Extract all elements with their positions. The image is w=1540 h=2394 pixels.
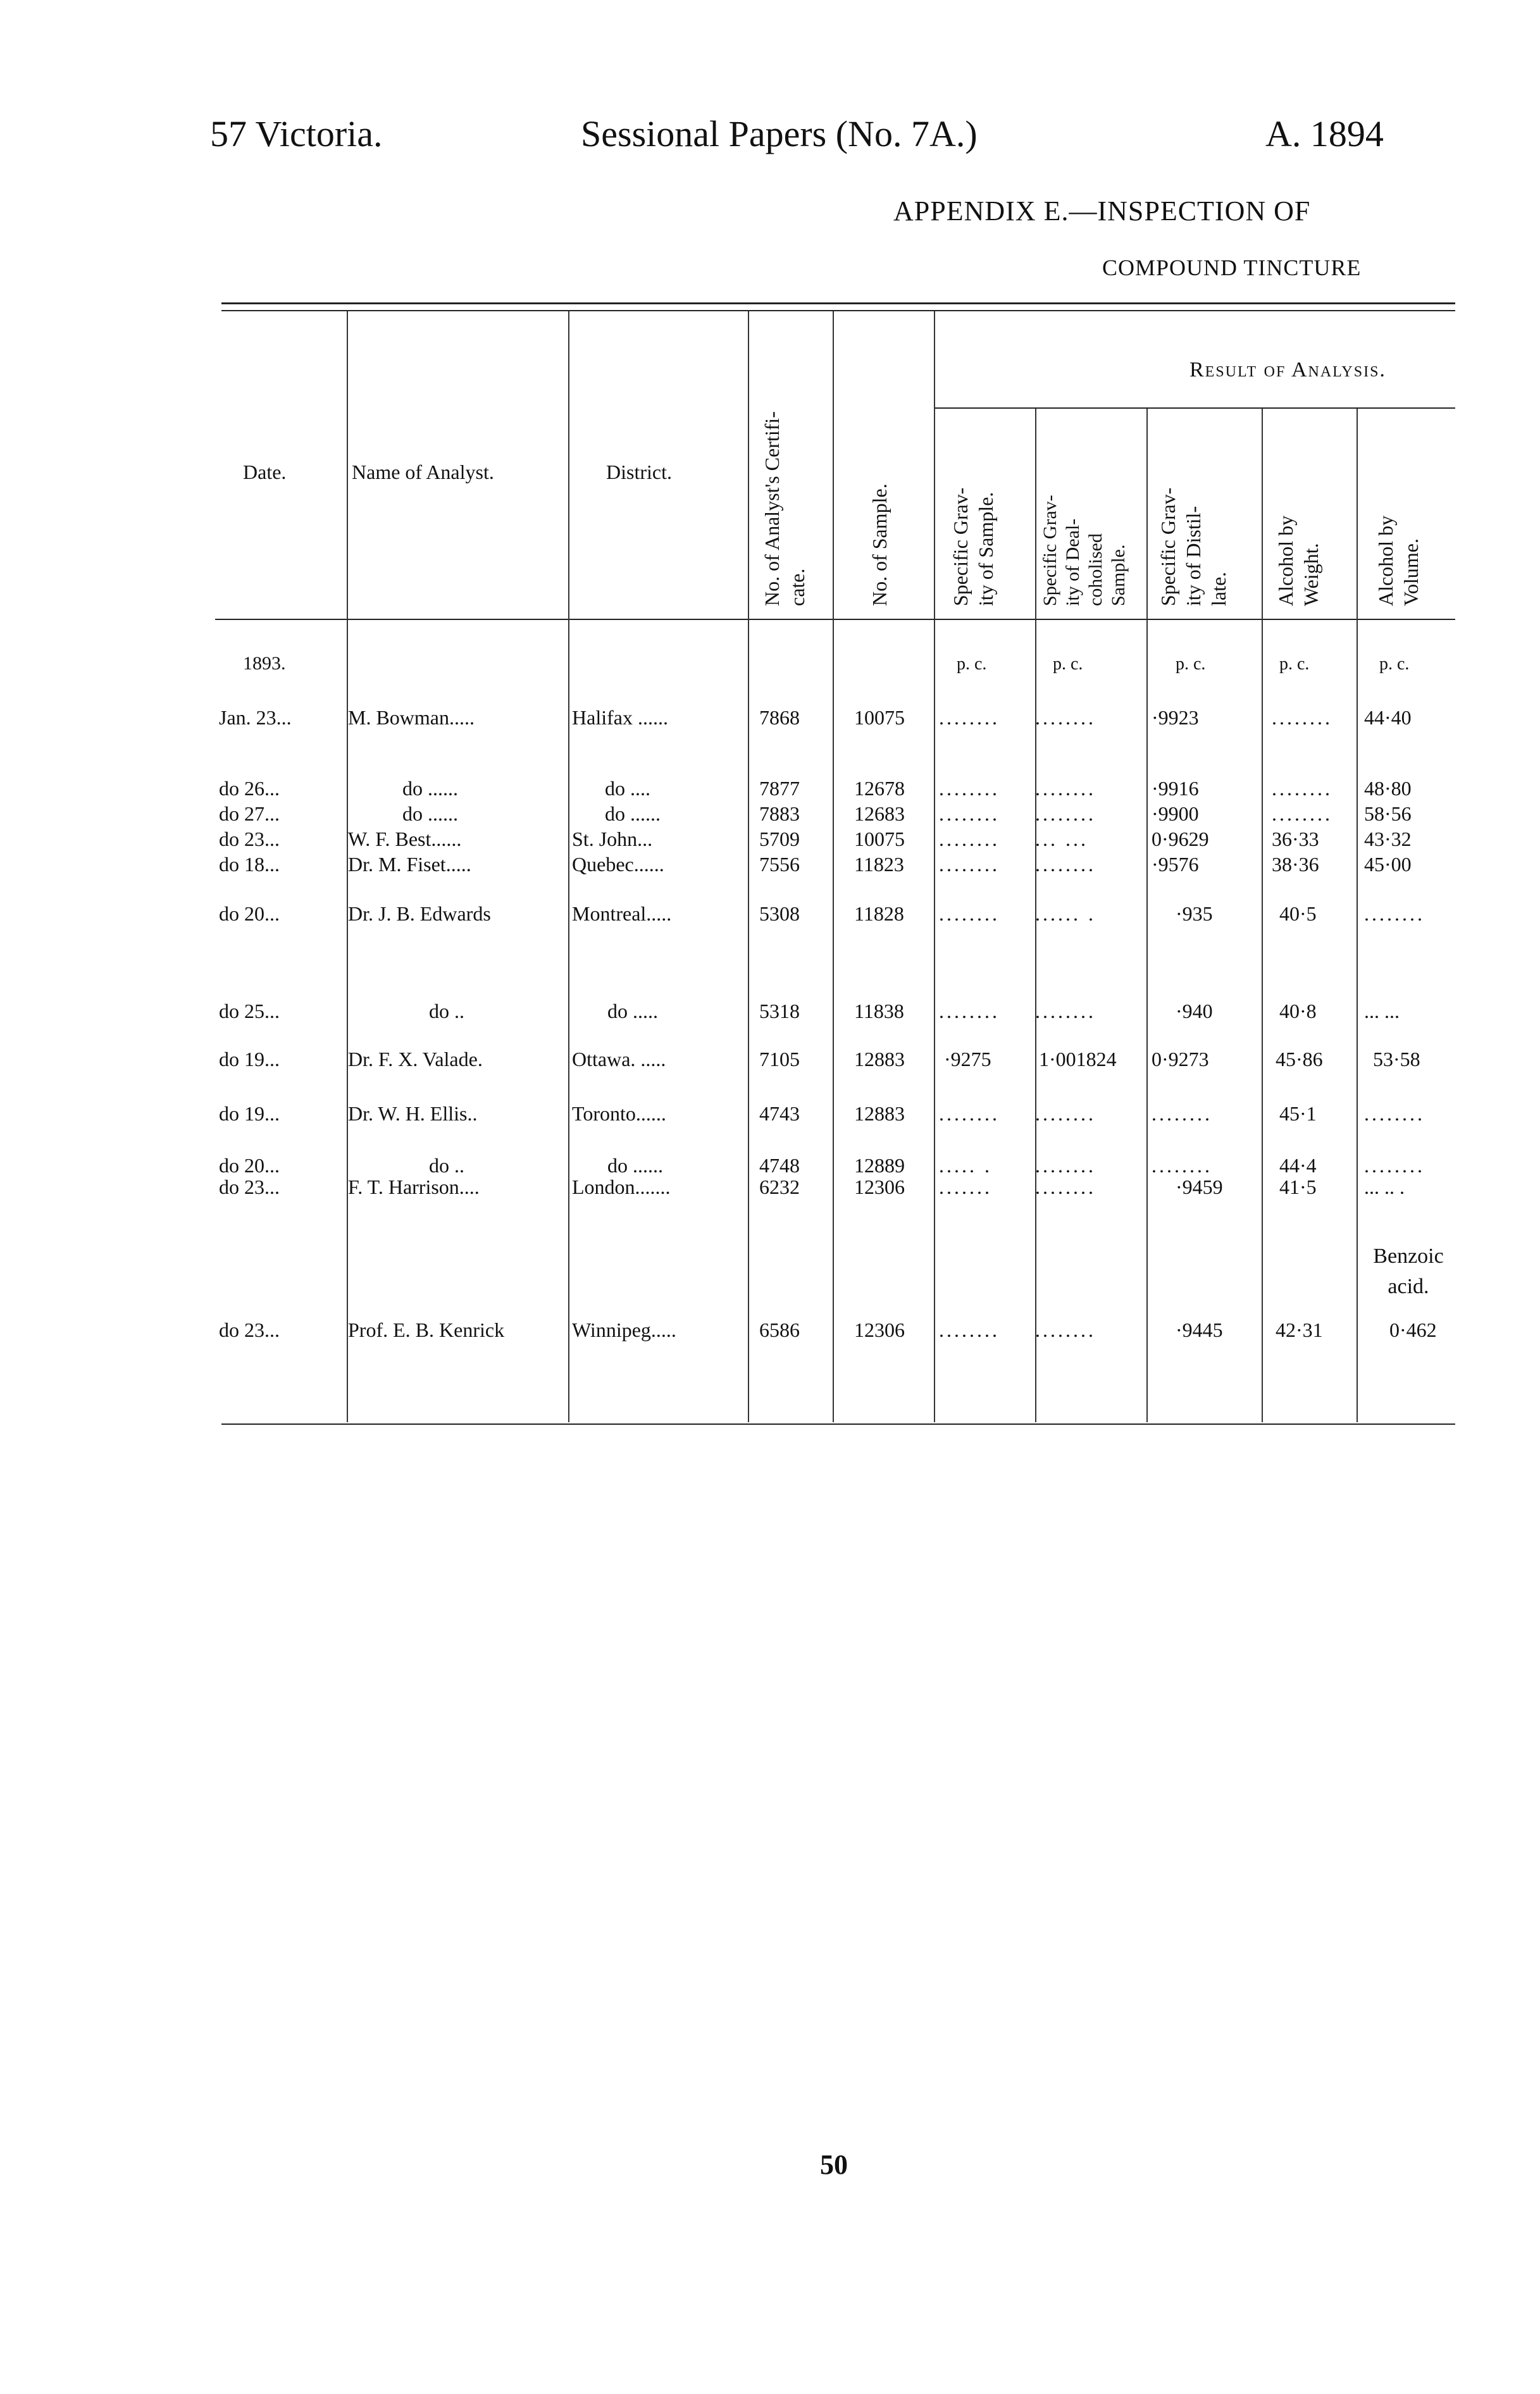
cell-date: do 19... (219, 1102, 280, 1125)
cell-cert: 6586 (759, 1318, 800, 1341)
col-header-alc-weight: Alcohol by Weight. (1274, 515, 1322, 606)
cell-sg-dealc: ........ (1035, 1175, 1096, 1198)
appendix-title: APPENDIX E.—INSPECTION OF (893, 195, 1311, 226)
cell-date: do 26... (219, 777, 280, 800)
table-row (0, 901, 1540, 926)
table-row (0, 1046, 1540, 1072)
cell-date: do 25... (219, 1000, 280, 1022)
cell-alc-weight: 40·5 (1279, 902, 1317, 925)
cell-sg-distil: ·9916 (1152, 777, 1199, 800)
cell-cert: 5308 (759, 902, 800, 925)
cell-alc-volume: 53·58 (1373, 1048, 1420, 1070)
cell-sg-sample: ........ (939, 1318, 1000, 1341)
cell-alc-volume: 58·56 (1364, 802, 1412, 825)
cell-date: do 23... (219, 1318, 280, 1341)
cell-cert: 4748 (759, 1154, 800, 1177)
cell-cert: 7868 (759, 706, 800, 729)
result-divider (934, 407, 1455, 409)
cell-sg-distil: ·9459 (1176, 1175, 1223, 1198)
cell-sg-sample: ........ (939, 706, 1000, 729)
cell-date: do 23... (219, 828, 280, 850)
header-bottom-rule (215, 619, 1455, 620)
cell-analyst: do .. (429, 1000, 464, 1022)
unit-sgd: p. c. (1053, 654, 1083, 674)
cell-sg-sample: ........ (939, 853, 1000, 876)
col-header-cert: No. of Analyst's Certifi- cate. (761, 411, 809, 606)
cell-sample: 12683 (854, 802, 905, 825)
cell-alc-weight: ........ (1272, 706, 1332, 729)
cell-analyst: W. F. Best...... (348, 828, 462, 850)
header-volume: 57 Victoria. (210, 113, 383, 154)
cell-alc-volume: 44·40 (1364, 706, 1412, 729)
cell-sg-sample: ........ (939, 1102, 1000, 1125)
cell-analyst: Dr. W. H. Ellis.. (348, 1102, 478, 1125)
cell-analyst: do ...... (402, 777, 458, 800)
cell-sg-dealc: ........ (1035, 1000, 1096, 1022)
cell-sample: 11828 (854, 902, 904, 925)
cell-analyst: Dr. J. B. Edwards (348, 902, 491, 925)
cell-district: do ...... (607, 1154, 663, 1177)
cell-sample: 12889 (854, 1154, 905, 1177)
cell-sg-distil: ·9445 (1176, 1318, 1223, 1341)
cell-sg-sample: ....... (939, 1175, 992, 1198)
cell-analyst: do .. (429, 1154, 464, 1177)
cell-district: Winnipeg..... (572, 1318, 676, 1341)
cell-cert: 5709 (759, 828, 800, 850)
cell-date: do 18... (219, 853, 280, 876)
cell-district: Ottawa. ..... (572, 1048, 666, 1070)
unit-sgl: p. c. (1176, 654, 1206, 674)
cell-sg-dealc: ........ (1035, 1154, 1096, 1177)
cell-sg-distil: ........ (1152, 1154, 1212, 1177)
cell-alc-weight: 38·36 (1272, 853, 1319, 876)
cell-sg-distil: 0·9629 (1152, 828, 1209, 850)
cell-district: Halifax ...... (572, 706, 668, 729)
cell-district: Toronto...... (572, 1102, 666, 1125)
cell-date: do 20... (219, 902, 280, 925)
header-title: Sessional Papers (No. 7A.) (581, 113, 978, 154)
cell-district: do ...... (605, 802, 661, 825)
cell-sample: 12306 (854, 1318, 905, 1341)
cell-cert: 6232 (759, 1175, 800, 1198)
cell-district: Montreal..... (572, 902, 672, 925)
col-header-district: District. (606, 461, 672, 483)
col-header-analyst: Name of Analyst. (352, 461, 494, 483)
cell-sg-dealc: ... ... (1035, 828, 1088, 850)
result-header: Result of Analysis. (1189, 358, 1386, 381)
cell-date: do 20... (219, 1154, 280, 1177)
cell-sample: 12306 (854, 1175, 905, 1198)
cell-sg-distil: ·9900 (1152, 802, 1199, 825)
cell-sg-distil: 0·9273 (1152, 1048, 1209, 1070)
cell-sample: 11823 (854, 853, 904, 876)
cell-sample: 11838 (854, 1000, 904, 1022)
cell-alc-volume: 45·00 (1364, 853, 1412, 876)
cell-sg-dealc: ........ (1035, 802, 1096, 825)
page-number: 50 (820, 2149, 848, 2180)
cell-sg-dealc: ........ (1035, 1102, 1096, 1125)
col-header-sample: No. of Sample. (868, 483, 891, 606)
cell-sg-sample: ........ (939, 802, 1000, 825)
cell-district: St. John... (572, 828, 653, 850)
cell-sg-sample: ·9275 (944, 1048, 991, 1070)
cell-sg-distil: ........ (1152, 1102, 1212, 1125)
table-bottom-rule (221, 1423, 1455, 1425)
cell-sg-dealc: 1·001824 (1039, 1048, 1117, 1070)
cell-sg-sample: ........ (939, 1000, 1000, 1022)
cell-cert: 7105 (759, 1048, 800, 1070)
cell-sg-distil: ·9923 (1152, 706, 1199, 729)
cell-analyst: do ...... (402, 802, 458, 825)
cell-date: do 27... (219, 802, 280, 825)
cell-sg-sample: ........ (939, 902, 1000, 925)
cell-date: do 23... (219, 1175, 280, 1198)
cell-alc-volume: 0·462 (1389, 1318, 1437, 1341)
cell-sample: 10075 (854, 828, 905, 850)
cell-sg-dealc: ........ (1035, 706, 1096, 729)
col-header-sg-distil: Specific Grav- ity of Distil- late. (1157, 487, 1230, 606)
table-row (0, 852, 1540, 877)
cell-analyst: Dr. F. X. Valade. (348, 1048, 483, 1070)
table-row (0, 1174, 1540, 1200)
cell-alc-weight: 45·1 (1279, 1102, 1317, 1125)
cell-alc-weight: 42·31 (1276, 1318, 1323, 1341)
cell-date: do 19... (219, 1048, 280, 1070)
cell-cert: 7883 (759, 802, 800, 825)
table-row (0, 1317, 1540, 1343)
cell-sg-dealc: ........ (1035, 1318, 1096, 1341)
cell-alc-weight: ........ (1272, 802, 1332, 825)
unit-av: p. c. (1379, 654, 1410, 674)
col-header-alc-volume: Alcohol by Volume. (1374, 515, 1422, 606)
cell-alc-volume: 48·80 (1364, 777, 1412, 800)
cell-sg-distil: ·935 (1176, 902, 1213, 925)
col-header-sg-dealc: Specific Grav- ity of Deal- coholised Sample. (1040, 495, 1129, 606)
cell-sg-sample: ..... . (939, 1154, 992, 1177)
table-row (0, 801, 1540, 826)
cell-alc-weight: 45·86 (1276, 1048, 1323, 1070)
unit-aw: p. c. (1279, 654, 1310, 674)
table-top-rule-2 (221, 310, 1455, 311)
cell-analyst: M. Bowman..... (348, 706, 475, 729)
cell-sample: 12678 (854, 777, 905, 800)
table-row (0, 998, 1540, 1024)
table-row (0, 1101, 1540, 1126)
cell-alc-weight: 36·33 (1272, 828, 1319, 850)
cell-alc-weight: 44·4 (1279, 1154, 1317, 1177)
cell-cert: 7877 (759, 777, 800, 800)
cell-alc-volume: 43·32 (1364, 828, 1412, 850)
cell-sample: 10075 (854, 706, 905, 729)
cell-alc-volume: ... ... (1364, 1000, 1400, 1022)
cell-district: do .... (605, 777, 650, 800)
cell-sg-dealc: ........ (1035, 777, 1096, 800)
cell-cert: 4743 (759, 1102, 800, 1125)
cell-alc-volume: ........ (1364, 1102, 1425, 1125)
unit-sg: p. c. (957, 654, 987, 674)
cell-sample: 12883 (854, 1048, 905, 1070)
cell-analyst: Prof. E. B. Kenrick (348, 1318, 505, 1341)
table-row (0, 705, 1540, 730)
year-label: 1893. (243, 653, 286, 674)
cell-cert: 5318 (759, 1000, 800, 1022)
cell-alc-weight: 41·5 (1279, 1175, 1317, 1198)
cell-analyst: Dr. M. Fiset..... (348, 853, 471, 876)
table-top-rule (221, 302, 1455, 304)
cell-analyst: F. T. Harrison.... (348, 1175, 480, 1198)
cell-cert: 7556 (759, 853, 800, 876)
cell-alc-volume: ........ (1364, 902, 1425, 925)
cell-alc-volume: ... .. . (1364, 1175, 1405, 1198)
cell-alc-weight: ........ (1272, 777, 1332, 800)
cell-alc-volume: ........ (1364, 1154, 1425, 1177)
cell-sg-dealc: ...... . (1035, 902, 1096, 925)
cell-sg-sample: ........ (939, 828, 1000, 850)
cell-alc-weight: 40·8 (1279, 1000, 1317, 1022)
header-year: A. 1894 (1265, 113, 1384, 154)
cell-district: London....... (572, 1175, 671, 1198)
cell-district: Quebec...... (572, 853, 664, 876)
cell-district: do ..... (607, 1000, 658, 1022)
col-header-date: Date. (243, 461, 287, 483)
cell-sg-sample: ........ (939, 777, 1000, 800)
cell-sg-distil: ·940 (1176, 1000, 1213, 1022)
table-row (0, 826, 1540, 852)
cell-sg-distil: ·9576 (1152, 853, 1199, 876)
table-row (0, 776, 1540, 801)
appendix-subtitle: COMPOUND TINCTURE (1102, 255, 1362, 280)
col-header-sg-sample: Specific Grav- ity of Sample. (949, 487, 997, 606)
cell-date: Jan. 23... (219, 706, 292, 729)
cell-sg-dealc: ........ (1035, 853, 1096, 876)
note-benzoic-acid: Benzoic acid. (1373, 1244, 1444, 1298)
cell-sample: 12883 (854, 1102, 905, 1125)
